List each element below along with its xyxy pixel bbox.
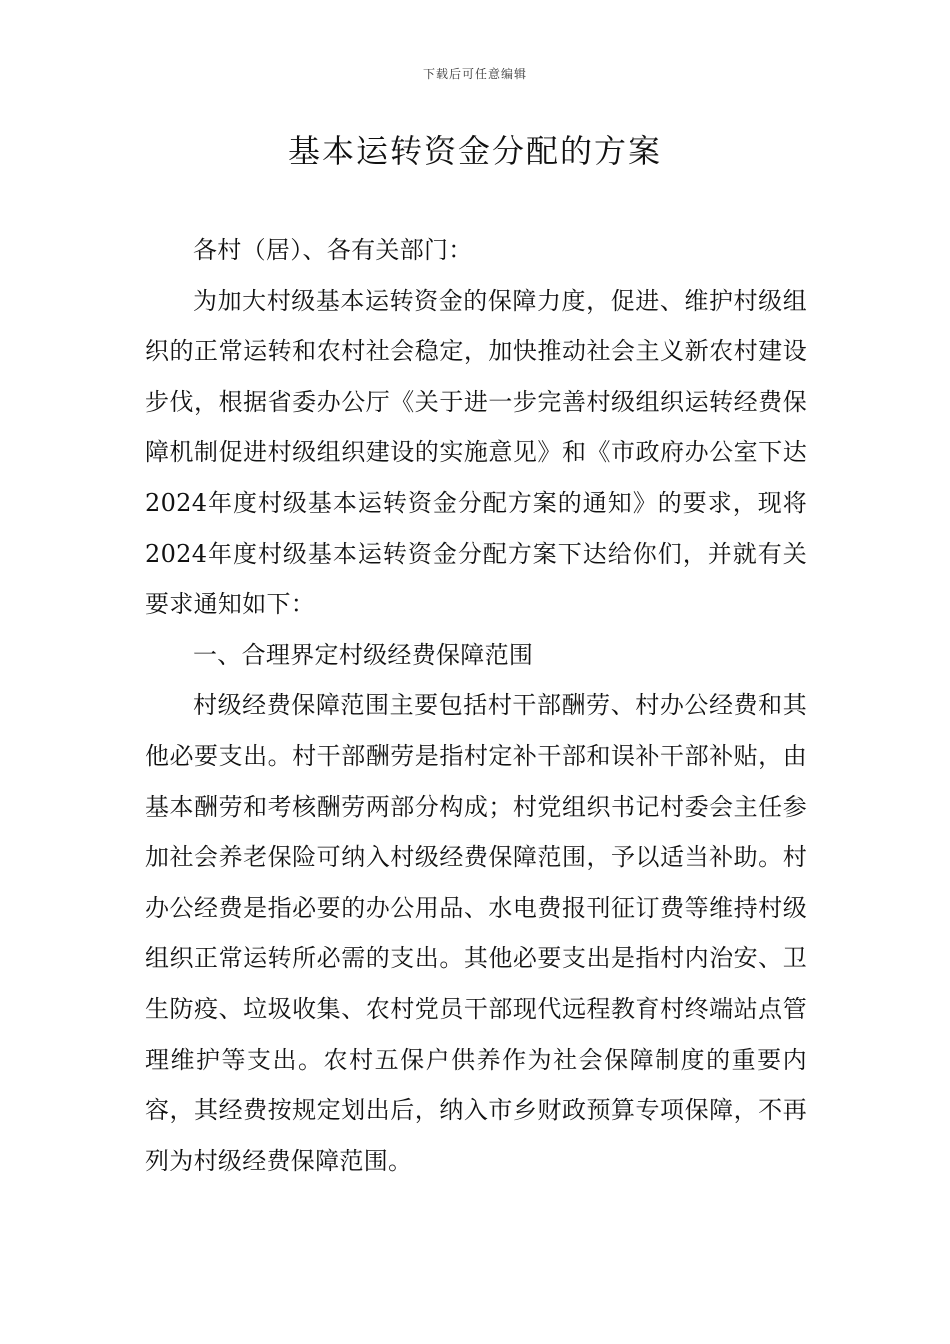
header-note: 下载后可任意编辑 (422, 67, 527, 81)
salutation: 各村（居）、各有关部门： (193, 236, 473, 264)
paragraph-intro: 为加大村级基本运转资金的保障力度，促进、维护村级组织的正常运转和农村社会稳定，加快推动社会主义新农村建设步伐，根据省委办公厅《关于进一步完善村级组织运转经费保障机制促进村级组织建设的实施意见》和《市政府办公室下达2024年度村级基本运转资金分配方案的通知》的要求，现将2024年度村级基本运转资金分配方案下达给你们，并就有关要求通知如下： (145, 286, 807, 619)
paragraph-scope: 村级经费保障范围主要包括村干部酬劳、村办公经费和其他必要支出。村干部酬劳是指村定补干部和误补干部补贴，由基本酬劳和考核酬劳两部分构成；村党组织书记村委会主任参加社会养老保险可纳入村级经费保障范围，予以适当补助。村办公经费是指必要的办公用品、水电费报刊征订费等维持村级组织正常运转所必需的支出。其他必要支出是指村内治安、卫生防疫、垃圾收集、农村党员干部现代远程教育村终端站点管理维护等支出。农村五保户供养作为社会保障制度的重要内容，其经费按规定划出后，纳入市乡财政预算专项保障，不再列为村级经费保障范围。 (145, 691, 807, 1175)
section-heading-1: 一、合理界定村级经费保障范围 (193, 640, 534, 669)
document-body (145, 225, 807, 1186)
document-title: 基本运转资金分配的方案 (287, 132, 662, 170)
